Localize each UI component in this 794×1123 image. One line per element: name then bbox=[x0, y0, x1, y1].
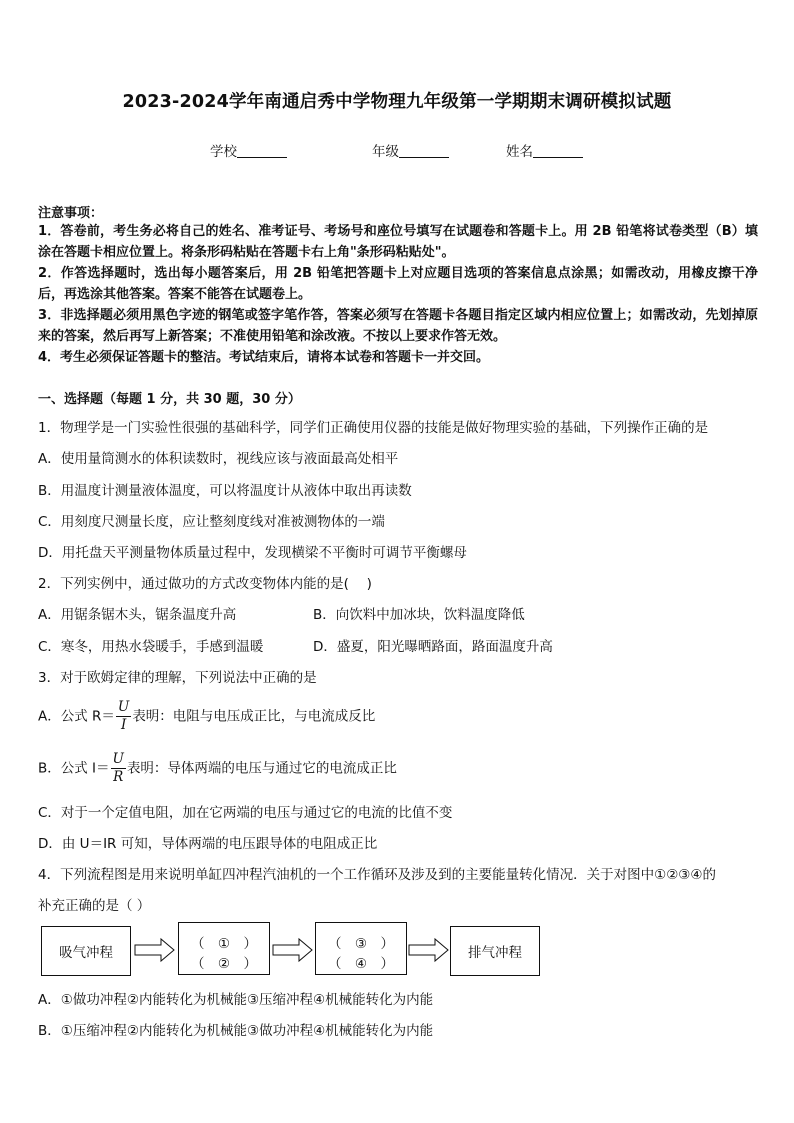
flow-box-exhaust-label: 排气冲程 bbox=[468, 945, 522, 961]
q2-option-b[interactable]: B．向饮料中加冰块，饮料温度降低 bbox=[313, 607, 525, 623]
flow-box-2 bbox=[178, 922, 270, 975]
note-item-3: 3．非选择题必须用黑色字迹的钢笔或签字笔作答，答案必须写在答题卡各题目指定区域内相应位置上；如需改动，先划掉原来的答案，然后再写上新答案；不准使用铅笔和涂改液。不按以上要求作答无效。 bbox=[38, 308, 758, 344]
flow-box-3-bottom: （ ④ ） bbox=[327, 956, 395, 972]
flow-arrow-3-icon bbox=[408, 937, 450, 963]
notes-title: 注意事项： bbox=[38, 206, 104, 221]
fraction-denominator: R bbox=[113, 769, 124, 785]
q1-option-c[interactable]: C．用刻度尺测量长度，应让整刻度线对准被测物体的一端 bbox=[38, 514, 385, 530]
note-item-2: 2．作答选择题时，选出每小题答案后，用 2B 铅笔把答题卡上对应题目选项的答案信息点涂黑；如需改动，用橡皮擦干净后，再选涂其他答案。答案不能答在试题卷上。 bbox=[38, 266, 758, 302]
q2-option-c[interactable]: C．寒冬，用热水袋暖手，手感到温暖 bbox=[38, 639, 264, 655]
school-field bbox=[210, 140, 287, 160]
q4-option-a[interactable]: A．①做功冲程②内能转化为机械能③压缩冲程④机械能转化为内能 bbox=[38, 992, 434, 1008]
fraction-denominator: I bbox=[120, 717, 127, 733]
q2-stem: 2．下列实例中，通过做功的方式改变物体内能的是( ) bbox=[38, 576, 372, 592]
q3-stem: 3．对于欧姆定律的理解，下列说法中正确的是 bbox=[38, 670, 317, 686]
section-title: 一、选择题（每题 1 分，共 30 题，30 分） bbox=[38, 392, 301, 407]
q3-option-b[interactable] bbox=[38, 751, 397, 786]
flow-arrow-1-icon bbox=[134, 937, 176, 963]
q3-option-c[interactable]: C．对于一个定值电阻，加在它两端的电压与通过它的电流的比值不变 bbox=[38, 805, 453, 821]
fraction-numerator: U bbox=[117, 699, 130, 715]
q4-stem-line-1: 4．下列流程图是用来说明单缸四冲程汽油机的一个工作循环及涉及到的主要能量转化情况．关于对图中①②③④的 bbox=[38, 867, 716, 883]
q3-a-prefix: A．公式 R＝ bbox=[38, 708, 115, 725]
q3-option-a[interactable] bbox=[38, 699, 375, 734]
flow-box-3-top: （ ③ ） bbox=[327, 936, 395, 952]
school-blank[interactable] bbox=[237, 143, 287, 158]
q4-stem-line-2: 补充正确的是（ ） bbox=[38, 898, 151, 914]
q1-option-a[interactable]: A．使用量筒测水的体积读数时，视线应该与液面最高处相平 bbox=[38, 451, 399, 467]
school-label: 学校 bbox=[210, 144, 237, 160]
fraction-u-over-i bbox=[116, 699, 131, 734]
fraction-numerator: U bbox=[112, 751, 124, 767]
flow-arrow-2-icon bbox=[272, 937, 314, 963]
flow-box-2-bottom: （ ② ） bbox=[190, 956, 258, 972]
fraction-u-over-r bbox=[111, 751, 126, 786]
q2-option-a[interactable]: A．用锯条锯木头，锯条温度升高 bbox=[38, 607, 237, 623]
name-field bbox=[506, 140, 583, 160]
exam-title: 2023-2024学年南通启秀中学物理九年级第一学期期末调研模拟试题 bbox=[122, 92, 672, 112]
flow-box-2-top: （ ① ） bbox=[190, 936, 258, 952]
q1-option-b[interactable]: B．用温度计测量液体温度，可以将温度计从液体中取出再读数 bbox=[38, 483, 412, 499]
name-label: 姓名 bbox=[506, 144, 533, 160]
q1-stem: 1．物理学是一门实验性很强的基础科学，同学们正确使用仪器的技能是做好物理实验的基础，下列操作正确的是 bbox=[38, 420, 709, 436]
q3-b-prefix: B．公式 I＝ bbox=[38, 760, 110, 777]
q3-b-suffix: 表明：导体两端的电压与通过它的电流成正比 bbox=[126, 760, 397, 777]
flow-box-intake-label: 吸气冲程 bbox=[59, 945, 113, 961]
grade-blank[interactable] bbox=[399, 143, 449, 158]
q3-a-suffix: 表明：电阻与电压成正比，与电流成反比 bbox=[132, 708, 376, 725]
flow-box-intake bbox=[41, 926, 131, 976]
name-blank[interactable] bbox=[533, 143, 583, 158]
note-item-4: 4．考生必须保证答题卡的整洁。考试结束后，请将本试卷和答题卡一并交回。 bbox=[38, 350, 490, 365]
grade-field bbox=[372, 140, 449, 160]
grade-label: 年级 bbox=[372, 144, 399, 160]
note-item-1: 1．答卷前，考生务必将自己的姓名、准考证号、考场号和座位号填写在试题卷和答题卡上。用 2B 铅笔将试卷类型（B）填涂在答题卡相应位置上。将条形码粘贴在答题卡右上角"条形码粘贴处"。 bbox=[38, 224, 758, 260]
flow-box-3 bbox=[315, 922, 407, 975]
q2-option-d[interactable]: D．盛夏，阳光曝晒路面，路面温度升高 bbox=[313, 639, 553, 655]
flow-box-exhaust bbox=[450, 926, 540, 976]
q4-option-b[interactable]: B．①压缩冲程②内能转化为机械能③做功冲程④机械能转化为内能 bbox=[38, 1023, 434, 1039]
q1-option-d[interactable]: D．用托盘天平测量物体质量过程中，发现横梁不平衡时可调节平衡螺母 bbox=[38, 545, 467, 561]
q3-option-d[interactable]: D．由 U＝IR 可知，导体两端的电压跟导体的电阻成正比 bbox=[38, 836, 378, 852]
